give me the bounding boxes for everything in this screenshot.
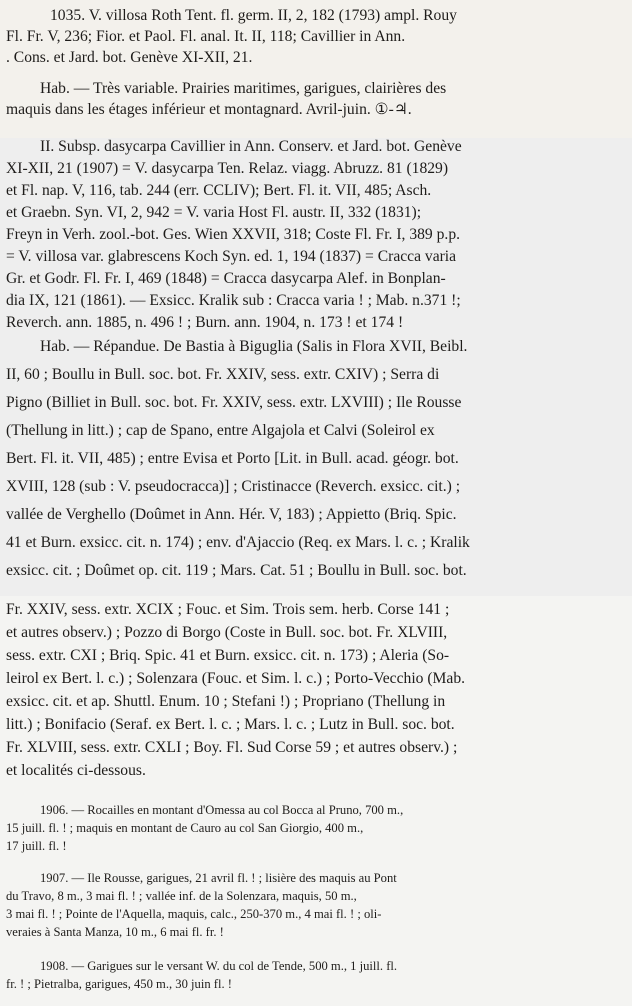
observation-line: du Travo, 8 m., 3 mai fl. ! ; vallée inf. de la Solenzara, maquis, 50 m., [6, 889, 357, 903]
text-line: et Fl. nap. V, 116, tab. 244 (err. CCLIV); Bert. Fl. it. VII, 485; Asch. [6, 182, 432, 199]
text-line: Freyn in Verh. zool.-bot. Ges. Wien XXVII, 318; Coste Fl. Fr. I, 389 p.p. [6, 226, 461, 243]
habitat-line: Fr. XLVIII, sess. extr. CXLI ; Boy. Fl. Sud Corse 59 ; et autres observ.) ; [6, 739, 458, 756]
habitat-line: litt.) ; Bonifacio (Seraf. ex Bert. l. c. ; Mars. l. c. ; Lutz in Bull. soc. bot. [6, 716, 455, 733]
habitat-line: Fr. XXIV, sess. extr. XCIX ; Fouc. et Sim. Trois sem. herb. Corse 141 ; [6, 601, 450, 618]
habitat-line: Bert. Fl. it. VII, 485) ; entre Evisa et Porto [Lit. in Bull. acad. géogr. bot. [6, 450, 459, 467]
subspecies-heading-line: II. Subsp. dasycarpa Cavillier in Ann. Conserv. et Jard. bot. Genève [40, 138, 462, 155]
habitat-line: Hab. — Répandue. De Bastia à Biguglia (Salis in Flora XVII, Beibl. [40, 338, 468, 355]
observation-line: veraies à Santa Manza, 10 m., 6 mai fl. fr. ! [6, 925, 224, 939]
habitat-line: et autres observ.) ; Pozzo di Borgo (Coste in Bull. soc. bot. Fr. XLVIII, [6, 624, 448, 641]
habitat-line: maquis dans les étages inférieur et montagnard. Avril-juin. ①-♃. [6, 101, 412, 118]
observation-line: 1906. — Rocailles en montant d'Omessa au col Bocca al Pruno, 700 m., [40, 803, 404, 817]
observation-line: 15 juill. fl. ! ; maquis en montant de Cauro au col San Giorgio, 400 m., [6, 821, 364, 835]
habitat-line: XVIII, 128 (sub : V. pseudocracca)] ; Cristinacce (Reverch. exsicc. cit.) ; [6, 478, 461, 495]
habitat-line: vallée de Verghello (Doûmet in Ann. Hér. V, 183) ; Appietto (Briq. Spic. [6, 506, 457, 523]
habitat-line: Hab. — Très variable. Prairies maritimes, garigues, clairières des [40, 80, 447, 97]
habitat-line: et localités ci-dessous. [6, 762, 146, 779]
observation-line: 1907. — Ile Rousse, garigues, 21 avril fl. ! ; lisière des maquis au Pont [40, 871, 397, 885]
text-line: Gr. et Godr. Fl. Fr. I, 469 (1848) = Cracca dasycarpa Alef. in Bonplan- [6, 270, 446, 287]
habitat-line: (Thellung in litt.) ; cap de Spano, entre Algajola et Calvi (Soleirol ex [6, 422, 435, 439]
text-line: = V. villosa var. glabrescens Koch Syn. ed. 1, 194 (1837) = Cracca varia [6, 248, 457, 265]
text-line: et Graebn. Syn. VI, 2, 942 = V. varia Host Fl. austr. II, 332 (1831); [6, 204, 422, 221]
text-line: dia IX, 121 (1861). — Exsicc. Kralik sub : Cracca varia ! ; Mab. n.371 !; [6, 292, 461, 309]
text-line: . Cons. et Jard. bot. Genève XI-XII, 21. [6, 49, 253, 66]
observation-line: 1908. — Garigues sur le versant W. du col de Tende, 500 m., 1 juill. fl. [40, 959, 398, 973]
habitat-line: exsicc. cit. ; Doûmet op. cit. 119 ; Mars. Cat. 51 ; Boullu in Bull. soc. bot. [6, 562, 467, 579]
habitat-line: sess. extr. CXI ; Briq. Spic. 41 et Burn. exsicc. cit. n. 173) ; Aleria (So- [6, 647, 450, 664]
habitat-line: II, 60 ; Boullu in Bull. soc. bot. Fr. XXIV, sess. extr. CXIV) ; Serra di [6, 366, 440, 383]
observation-line: 3 mai fl. ! ; Pointe de l'Aquella, maquis, calc., 250-370 m., 4 mai fl. ! ; oli- [6, 907, 382, 921]
habitat-line: Pigno (Billiet in Bull. soc. bot. Fr. XXIV, sess. extr. LXVIII) ; Ile Rousse [6, 394, 462, 411]
habitat-line: leirol ex Bert. l. c.) ; Solenzara (Fouc. et Sim. l. c.) ; Porto-Vecchio (Mab. [6, 670, 466, 687]
observation-line: fr. ! ; Pietralba, garigues, 450 m., 30 juin fl. ! [6, 977, 232, 991]
habitat-line: 41 et Burn. exsicc. cit. n. 174) ; env. d'Ajaccio (Req. ex Mars. l. c. ; Kralik [6, 534, 470, 551]
habitat-line: exsicc. cit. et ap. Shuttl. Enum. 10 ; Stefani !) ; Propriano (Thellung in [6, 693, 446, 710]
text-line: Fl. Fr. V, 236; Fior. et Paol. Fl. anal. It. II, 118; Cavillier in Ann. [6, 28, 406, 45]
observation-line: 17 juill. fl. ! [6, 839, 67, 853]
text-line: XI-XII, 21 (1907) = V. dasycarpa Ten. Relaz. viagg. Abruzz. 81 (1829) [6, 160, 449, 177]
text-line: Reverch. ann. 1885, n. 496 ! ; Burn. ann. 1904, n. 173 ! et 174 ! [6, 314, 404, 331]
species-heading-line: 1035. V. villosa Roth Tent. fl. germ. II, 2, 182 (1793) ampl. Rouy [50, 7, 457, 24]
